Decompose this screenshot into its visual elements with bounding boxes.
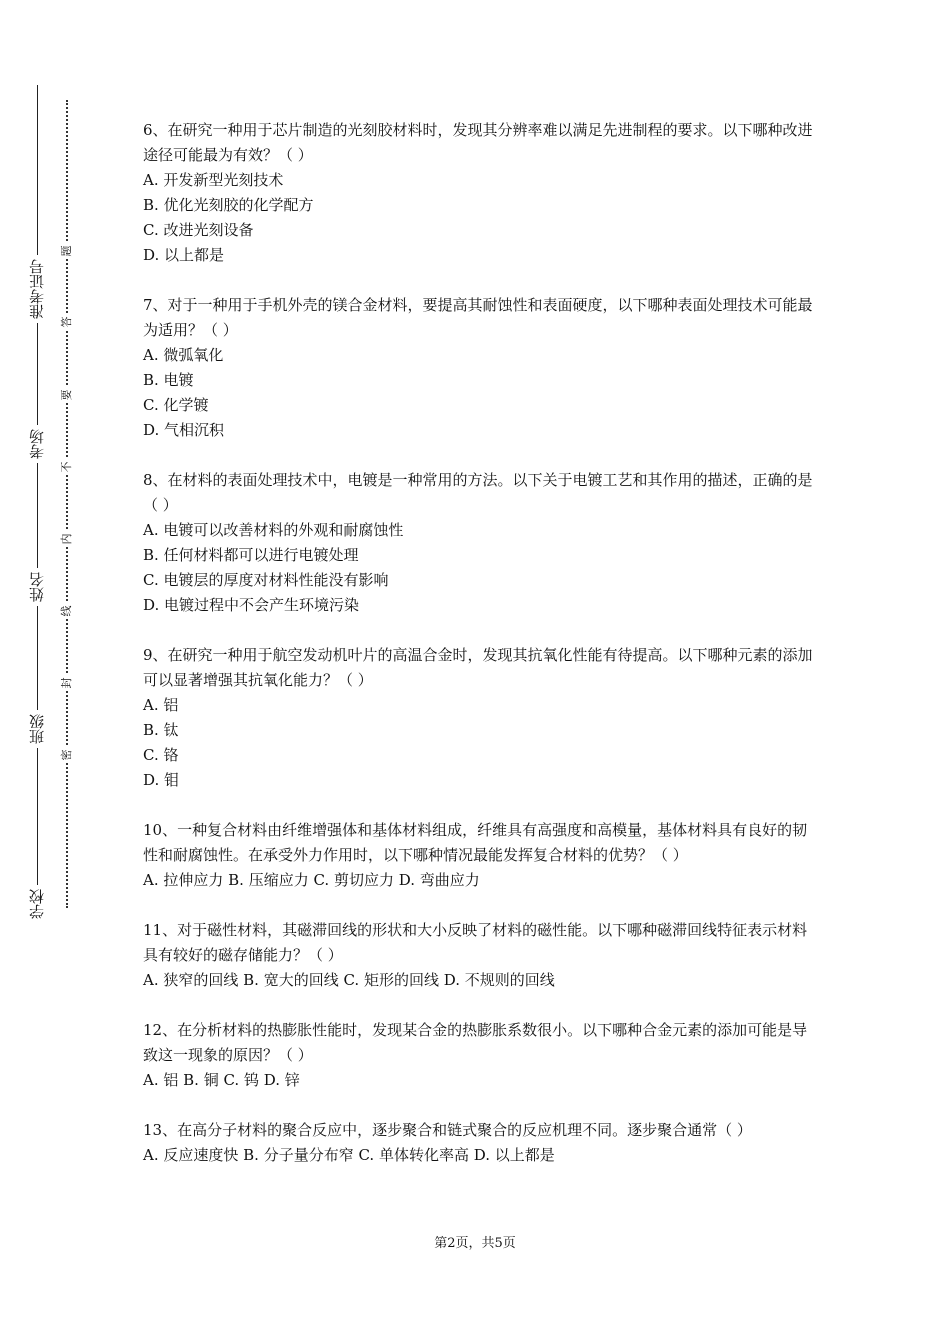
question-stem: 13、在高分子材料的聚合反应中，逐步聚合和链式聚合的反应机理不同。逐步聚合通常（ ） xyxy=(143,1121,752,1139)
option-b: B. 电镀 xyxy=(143,371,194,389)
question-stem: 12、在分析材料的热膨胀性能时，发现某合金的热膨胀系数很小。以下哪种合金元素的添加可能是导致这一现象的原因？（ ） xyxy=(143,1021,808,1064)
option-b: B. 钛 xyxy=(143,721,179,739)
seal-char: 密 xyxy=(60,747,74,763)
option-d: D. 气相沉积 xyxy=(143,421,225,439)
option-d: D. 以上都是 xyxy=(143,246,225,264)
question-stem: 7、对于一种用于手机外壳的镁合金材料，要提高其耐蚀性和表面硬度，以下哪种表面处理技术可能最为适用？（ ） xyxy=(143,296,813,339)
question-stem: 9、在研究一种用于航空发动机叶片的高温合金时，发现其抗氧化性能有待提高。以下哪种元素的添加可以显著增强其抗氧化能力？（ ） xyxy=(143,646,813,689)
option-a: A. 微弧氧化 xyxy=(143,346,224,364)
options-inline: A. 拉伸应力 B. 压缩应力 C. 剪切应力 D. 弯曲应力 xyxy=(143,871,480,889)
option-a: A. 电镀可以改善材料的外观和耐腐蚀性 xyxy=(143,521,404,539)
options-inline: A. 反应速度快 B. 分子量分布窄 C. 单体转化率高 D. 以上都是 xyxy=(143,1146,555,1164)
question-11 xyxy=(143,918,815,993)
option-d: D. 钼 xyxy=(143,771,180,789)
question-stem: 10、一种复合材料由纤维增强体和基体材料组成，纤维具有高强度和高模量，基体材料具有良好的韧性和耐腐蚀性。在承受外力作用时，以下哪种情况最能发挥复合材料的优势？（ ） xyxy=(143,821,808,864)
field-school: 学校 xyxy=(22,885,52,923)
seal-dotted-line xyxy=(66,100,68,908)
question-stem: 6、在研究一种用于芯片制造的光刻胶材料时，发现其分辨率难以满足先进制程的要求。以下哪种改进途径可能最为有效？（ ） xyxy=(143,121,813,164)
question-6 xyxy=(143,118,815,268)
field-exam-room: 考场 xyxy=(22,425,52,463)
question-12 xyxy=(143,1018,815,1093)
seal-char: 要 xyxy=(60,387,74,403)
question-13 xyxy=(143,1118,815,1168)
field-name: 姓名 xyxy=(22,568,52,606)
option-c: C. 铬 xyxy=(143,746,179,764)
option-b: B. 任何材料都可以进行电镀处理 xyxy=(143,546,359,564)
question-stem: 8、在材料的表面处理技术中，电镀是一种常用的方法。以下关于电镀工艺和其作用的描述，正确的是（ ） xyxy=(143,471,813,514)
seal-char: 封 xyxy=(60,675,74,691)
option-b: B. 优化光刻胶的化学配方 xyxy=(143,196,314,214)
field-exam-number: 准考证号 xyxy=(22,255,52,323)
field-class: 班级 xyxy=(22,710,52,748)
seal-char: 线 xyxy=(60,603,74,619)
question-9 xyxy=(143,643,815,793)
question-7 xyxy=(143,293,815,443)
page-footer: 第2页，共5页 xyxy=(434,1236,516,1251)
question-10 xyxy=(143,818,815,893)
seal-char: 答 xyxy=(60,314,74,330)
seal-char: 内 xyxy=(60,531,74,547)
option-d: D. 电镀过程中不会产生环境污染 xyxy=(143,596,360,614)
option-c: C. 改进光刻设备 xyxy=(143,221,254,239)
binding-line xyxy=(37,85,38,915)
option-c: C. 化学镀 xyxy=(143,396,209,414)
question-8 xyxy=(143,468,815,618)
option-a: A. 开发新型光刻技术 xyxy=(143,171,284,189)
question-list xyxy=(143,118,815,1193)
question-stem: 11、对于磁性材料，其磁滞回线的形状和大小反映了材料的磁性能。以下哪种磁滞回线特征表示材料具有较好的磁存储能力？（ ） xyxy=(143,921,808,964)
seal-char: 不 xyxy=(60,459,74,475)
option-a: A. 铝 xyxy=(143,696,179,714)
seal-char: 题 xyxy=(60,243,74,259)
option-c: C. 电镀层的厚度对材料性能没有影响 xyxy=(143,571,389,589)
options-inline: A. 铝 B. 铜 C. 钨 D. 锌 xyxy=(143,1071,300,1089)
options-inline: A. 狭窄的回线 B. 宽大的回线 C. 矩形的回线 D. 不规则的回线 xyxy=(143,971,555,989)
